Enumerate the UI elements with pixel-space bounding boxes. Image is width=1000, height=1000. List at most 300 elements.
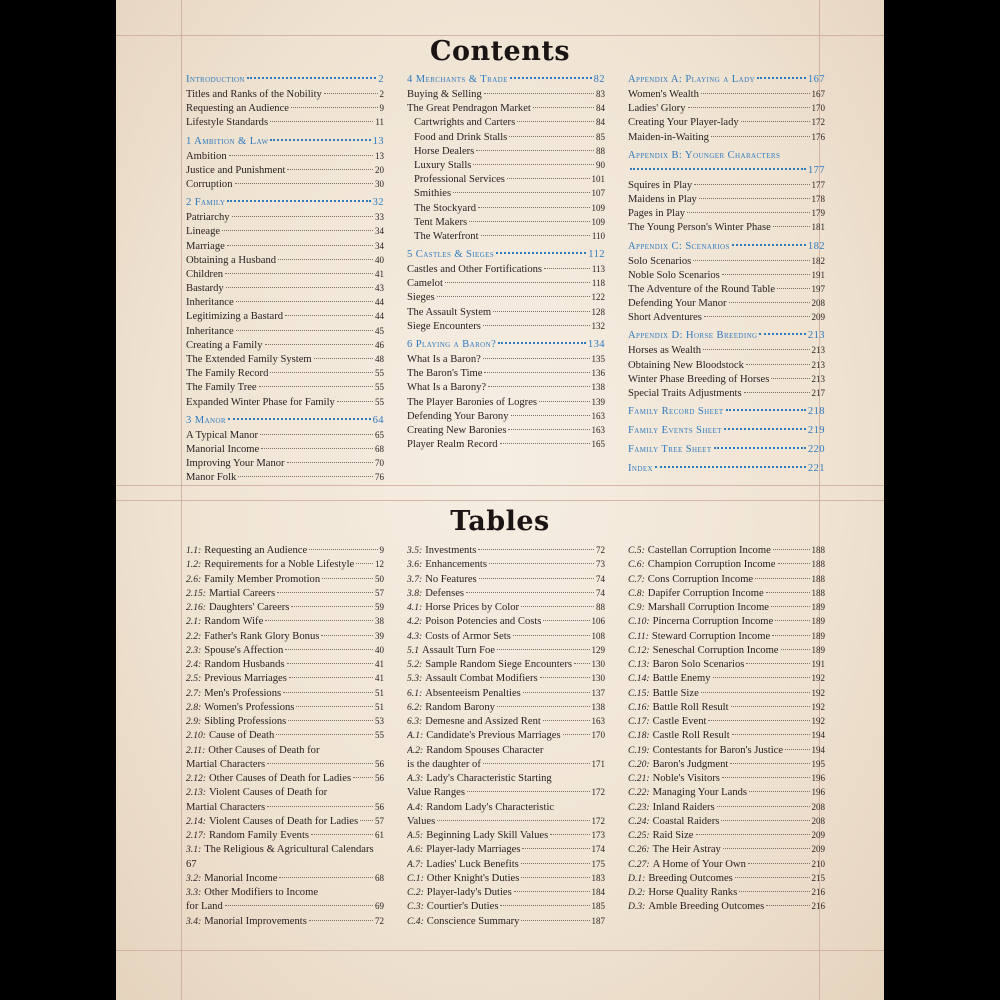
table-list-entry[interactable] [186, 659, 384, 673]
toc-page-number: 122 [591, 292, 605, 303]
leader-dots [277, 592, 373, 593]
toc-entry[interactable] [186, 151, 384, 165]
table-list-entry[interactable] [407, 873, 605, 887]
table-list-entry[interactable] [628, 859, 825, 873]
toc-entry[interactable] [407, 307, 605, 321]
table-title: Breeding Outcomes [648, 872, 733, 884]
table-list-entry[interactable] [628, 659, 825, 673]
table-number: C.21: [628, 773, 650, 784]
toc-entry-title: Solo Scenarios [628, 255, 692, 267]
leader-dots [497, 649, 590, 650]
toc-entry[interactable] [628, 180, 825, 194]
table-title: Castle Event [652, 716, 707, 727]
table-number: C.25: [628, 830, 650, 841]
table-number: D.2: [628, 887, 646, 898]
table-page-number: 72 [596, 545, 605, 555]
toc-page-number: 13 [375, 150, 384, 161]
toc-section-entry[interactable] [186, 136, 384, 151]
toc-entry-title: Creating a Family [186, 339, 263, 351]
table-list-entry[interactable] [628, 716, 825, 730]
toc-entry[interactable] [186, 269, 384, 283]
table-number: D.3: [628, 901, 646, 913]
table-number: A.3: [407, 773, 424, 784]
contents-heading: Contents [429, 36, 571, 67]
table-page-number: 106 [591, 616, 605, 627]
table-list-entry[interactable] [186, 916, 384, 930]
toc-page-number: 9 [379, 103, 384, 114]
table-list-entry[interactable] [186, 631, 384, 645]
table-list-entry[interactable] [628, 887, 825, 901]
toc-entry[interactable] [407, 292, 605, 306]
toc-entry-title: 2 Family [186, 197, 226, 209]
table-list-entry[interactable] [186, 645, 384, 659]
table-list-entry[interactable] [628, 645, 825, 659]
leader-dots [314, 358, 373, 359]
leader-dots [322, 578, 373, 579]
toc-entry[interactable] [186, 89, 384, 103]
table-number: 2.11: [186, 744, 206, 756]
table-page-number: 183 [591, 872, 605, 883]
tables-column [407, 545, 605, 930]
toc-entry[interactable] [186, 212, 384, 226]
table-list-entry[interactable] [186, 887, 384, 901]
toc-section-entry[interactable] [407, 74, 605, 89]
table-number: 2.12: [186, 773, 206, 784]
table-list-entry[interactable] [407, 901, 605, 915]
table-list-entry[interactable] [628, 730, 825, 744]
toc-section-entry[interactable] [407, 249, 605, 264]
table-page-number: 196 [811, 787, 825, 798]
table-title: Other Causes of Death for Ladies [208, 773, 352, 784]
table-number: C.9: [628, 602, 645, 613]
table-list-entry[interactable] [186, 730, 384, 744]
toc-entry-title: Requesting an Audience [186, 103, 289, 115]
table-list-entry[interactable] [407, 745, 605, 759]
toc-entry-title: Children [186, 268, 224, 280]
table-list-entry[interactable] [407, 716, 605, 730]
table-number: A.6: [407, 844, 424, 856]
table-list-entry[interactable] [186, 802, 384, 816]
table-list-entry[interactable] [628, 787, 825, 801]
toc-entry[interactable] [407, 160, 605, 174]
toc-section-entry[interactable] [628, 241, 825, 256]
toc-entry[interactable] [186, 165, 384, 179]
leader-dots [521, 606, 594, 607]
table-list-entry[interactable] [407, 588, 605, 602]
toc-entry[interactable] [407, 203, 605, 217]
toc-page-number: 165 [591, 439, 605, 450]
toc-entry[interactable] [186, 368, 384, 382]
table-number: 3.6: [407, 559, 423, 571]
toc-page-number: 85 [596, 131, 605, 142]
toc-entry[interactable] [628, 117, 825, 131]
toc-entry[interactable] [628, 270, 825, 284]
table-title: Defenses [425, 587, 465, 599]
toc-entry-title: Patriarchy [186, 212, 230, 224]
leader-dots [489, 563, 594, 564]
toc-entry-title: Inheritance [186, 297, 234, 309]
table-list-entry[interactable] [186, 716, 384, 730]
table-page-number: 194 [811, 730, 825, 741]
toc-entry[interactable] [186, 241, 384, 255]
toc-entry[interactable] [628, 298, 825, 312]
table-list-entry[interactable] [407, 574, 605, 588]
toc-entry[interactable] [186, 283, 384, 297]
toc-entry[interactable] [186, 179, 384, 193]
leader-dots [726, 409, 806, 411]
table-page-number: 163 [591, 716, 605, 726]
toc-section-entry[interactable] [628, 150, 825, 165]
table-title: Champion Corruption Income [647, 559, 776, 571]
table-page-number: 108 [591, 630, 605, 641]
table-list-entry[interactable] [407, 673, 605, 687]
toc-entry[interactable] [186, 354, 384, 368]
leader-dots [771, 606, 809, 607]
table-list-entry[interactable] [628, 545, 825, 559]
table-list-entry[interactable] [628, 688, 825, 702]
table-list-entry[interactable] [186, 616, 384, 630]
toc-entry[interactable] [407, 132, 605, 146]
toc-entry-title: 3 Manor [186, 414, 226, 426]
table-list-entry[interactable] [186, 574, 384, 588]
table-list-entry[interactable] [407, 887, 605, 901]
margin-rule [116, 500, 884, 501]
toc-page-number: 128 [591, 306, 605, 317]
toc-entry[interactable] [628, 89, 825, 103]
leader-dots [739, 891, 809, 892]
toc-section-entry[interactable] [628, 330, 825, 345]
toc-entry[interactable] [186, 117, 384, 131]
table-page-number: 138 [591, 701, 605, 712]
table-list-entry[interactable] [628, 559, 825, 573]
toc-entry[interactable] [407, 321, 605, 335]
table-title: Spouse's Affection [204, 644, 284, 656]
toc-entry[interactable] [407, 264, 605, 278]
toc-page-number: 135 [591, 354, 605, 364]
table-list-entry[interactable] [628, 616, 825, 630]
toc-entry[interactable] [407, 382, 605, 396]
table-title: Marshall Corruption Income [647, 602, 770, 613]
table-list-entry[interactable] [628, 844, 825, 858]
table-list-entry[interactable] [628, 802, 825, 816]
toc-entry[interactable] [628, 388, 825, 402]
leader-dots [781, 649, 810, 650]
tables-heading: Tables [450, 506, 550, 537]
table-list-entry[interactable] [407, 802, 605, 816]
table-list-entry[interactable] [407, 702, 605, 716]
toc-entry[interactable] [186, 255, 384, 269]
table-number: 3.8: [407, 587, 423, 599]
toc-entry-title: Family Record Sheet [628, 406, 724, 418]
table-list-entry[interactable] [186, 873, 384, 887]
toc-page-number: 2 [378, 74, 384, 85]
leader-dots [731, 706, 810, 707]
toc-entry[interactable] [628, 374, 825, 388]
table-list-entry[interactable] [628, 773, 825, 787]
toc-entry[interactable] [407, 117, 605, 131]
table-page-number: 188 [811, 573, 825, 584]
table-list-entry[interactable] [407, 844, 605, 858]
leader-dots [735, 877, 810, 878]
toc-entry[interactable] [628, 256, 825, 270]
toc-entry[interactable] [628, 312, 825, 326]
toc-section-entry[interactable] [628, 444, 825, 459]
table-title: Lady's Characteristic Starting [426, 773, 552, 784]
table-list-entry[interactable] [628, 901, 825, 915]
toc-section-entry[interactable] [628, 463, 825, 478]
toc-entry[interactable] [186, 397, 384, 411]
table-title: Violent Causes of Death for [208, 787, 328, 799]
table-list-entry[interactable] [407, 631, 605, 645]
toc-entry-title: Manor Folk [186, 472, 237, 484]
table-title: for Land [186, 901, 223, 913]
table-list-entry[interactable] [186, 859, 384, 873]
toc-entry[interactable] [186, 326, 384, 340]
toc-entry[interactable] [407, 439, 605, 453]
toc-entry-title: The Waterfront [414, 230, 479, 242]
toc-section-entry[interactable] [628, 425, 825, 440]
toc-entry[interactable] [407, 217, 605, 231]
table-list-entry[interactable] [407, 545, 605, 559]
table-list-entry[interactable] [407, 830, 605, 844]
table-list-entry[interactable] [186, 602, 384, 616]
table-list-entry[interactable] [407, 730, 605, 744]
table-number: A.2: [407, 744, 424, 756]
toc-section-entry[interactable] [186, 415, 384, 430]
toc-entry[interactable] [407, 188, 605, 202]
table-title: Value Ranges [407, 787, 465, 799]
toc-entry-title: Horses as Wealth [628, 345, 702, 357]
table-list-entry[interactable] [186, 830, 384, 844]
table-list-entry[interactable] [186, 702, 384, 716]
leader-dots [283, 692, 373, 693]
toc-entry[interactable] [407, 89, 605, 103]
leader-dots [353, 777, 373, 778]
table-number: 5.1 [407, 644, 419, 656]
table-title: Enhancements [425, 559, 487, 571]
toc-entry[interactable] [186, 311, 384, 325]
table-list-entry[interactable] [407, 787, 605, 801]
table-list-entry[interactable] [407, 773, 605, 787]
leader-dots [291, 606, 373, 607]
leader-dots [278, 259, 373, 260]
leader-dots [773, 226, 810, 227]
leader-dots [488, 386, 589, 387]
toc-entry[interactable] [407, 354, 605, 368]
toc-section-entry[interactable] [628, 406, 825, 421]
toc-entry[interactable] [628, 103, 825, 117]
table-number: 2.16: [186, 602, 206, 613]
leader-dots [261, 448, 373, 449]
toc-section-entry[interactable] [628, 165, 825, 180]
table-number: C.7: [628, 573, 645, 585]
table-list-entry[interactable] [628, 602, 825, 616]
table-list-entry[interactable] [407, 816, 605, 830]
table-title: Player-lady's Duties [426, 887, 512, 898]
table-title: Random Spouses Character [426, 744, 544, 756]
table-title: Investments [425, 545, 477, 556]
table-page-number: 192 [811, 673, 825, 684]
toc-entry[interactable] [407, 103, 605, 117]
table-list-entry[interactable] [628, 631, 825, 645]
table-list-entry[interactable] [407, 859, 605, 873]
table-page-number: 192 [811, 716, 825, 726]
toc-entry[interactable] [628, 360, 825, 374]
leader-dots [772, 635, 809, 636]
toc-page-number: 101 [591, 174, 605, 185]
table-list-entry[interactable] [628, 745, 825, 759]
toc-entry[interactable] [407, 425, 605, 439]
table-list-entry[interactable] [407, 659, 605, 673]
leader-dots [746, 364, 810, 365]
toc-entry[interactable] [186, 103, 384, 117]
toc-entry[interactable] [186, 430, 384, 444]
leader-dots [511, 415, 590, 416]
toc-entry[interactable] [186, 444, 384, 458]
toc-entry[interactable] [407, 397, 605, 411]
toc-entry[interactable] [628, 132, 825, 146]
table-list-entry[interactable] [628, 873, 825, 887]
table-page-number: 59 [375, 602, 384, 612]
toc-entry-title: Short Adventures [628, 312, 702, 324]
leader-dots [437, 820, 589, 821]
toc-entry-title: The Baron's Time [407, 368, 483, 380]
table-list-entry[interactable] [186, 773, 384, 787]
toc-entry[interactable] [186, 382, 384, 396]
leader-dots [732, 734, 810, 735]
table-list-entry[interactable] [407, 916, 605, 930]
table-list-entry[interactable] [628, 830, 825, 844]
toc-page-number: 178 [811, 193, 825, 204]
toc-entry[interactable] [407, 278, 605, 292]
leader-dots [324, 93, 378, 94]
toc-entry[interactable] [628, 222, 825, 236]
table-list-entry[interactable] [186, 745, 384, 759]
toc-entry[interactable] [628, 194, 825, 208]
table-number: 3.2: [186, 872, 202, 884]
table-title: Battle Enemy [652, 673, 711, 685]
table-title: Daughters' Careers [208, 602, 290, 613]
leader-dots [693, 260, 809, 261]
table-number: 2.1: [186, 616, 202, 628]
leader-dots [523, 692, 590, 693]
table-list-entry[interactable] [628, 816, 825, 830]
table-number: 3.4: [186, 915, 202, 927]
toc-entry[interactable] [628, 208, 825, 222]
leader-dots [514, 891, 590, 892]
toc-entry[interactable] [186, 458, 384, 472]
table-title: Candidate's Previous Marriages [426, 730, 561, 742]
table-list-entry[interactable] [628, 673, 825, 687]
table-list-entry[interactable] [628, 759, 825, 773]
table-page-number: 72 [375, 915, 384, 926]
toc-section-entry[interactable] [628, 74, 825, 89]
table-title: Father's Rank Glory Bonus [204, 630, 320, 642]
table-list-entry[interactable] [186, 901, 384, 915]
table-number: 4.1: [407, 602, 423, 613]
table-number: C.24: [628, 815, 650, 827]
table-list-entry[interactable] [628, 574, 825, 588]
table-number: 4.2: [407, 616, 423, 628]
toc-entry-title: Lifestyle Standards [186, 117, 269, 129]
table-list-entry[interactable] [407, 645, 605, 659]
toc-page-number: 34 [375, 240, 384, 251]
leader-dots [507, 178, 590, 179]
table-title: Random Lady's Characteristic [426, 801, 555, 813]
table-page-number: 188 [811, 587, 825, 598]
toc-page-number: 132 [591, 320, 605, 331]
table-title: Women's Professions [204, 701, 295, 713]
table-title: Pincerna Corruption Income [652, 616, 774, 628]
toc-entry[interactable] [407, 368, 605, 382]
toc-entry[interactable] [407, 174, 605, 188]
toc-entry[interactable] [186, 226, 384, 240]
table-list-entry[interactable] [407, 688, 605, 702]
table-list-entry[interactable] [628, 702, 825, 716]
table-page-number: 172 [591, 815, 605, 826]
table-list-entry[interactable] [628, 588, 825, 602]
toc-entry[interactable] [407, 231, 605, 245]
toc-entry-title: The Family Record [186, 368, 269, 380]
table-list-entry[interactable] [407, 616, 605, 630]
table-list-entry[interactable] [186, 688, 384, 702]
table-title: Assault Combat Modifiers [425, 673, 538, 685]
table-list-entry[interactable] [407, 559, 605, 573]
table-list-entry[interactable] [407, 759, 605, 773]
leader-dots [711, 136, 810, 137]
toc-entry[interactable] [407, 146, 605, 160]
table-title: Castellan Corruption Income [647, 545, 771, 556]
leader-dots [225, 905, 373, 906]
toc-entry[interactable] [186, 340, 384, 354]
toc-entry-title: 4 Merchants & Trade [407, 74, 508, 85]
table-list-entry[interactable] [186, 759, 384, 773]
table-number: 2.4: [186, 659, 202, 670]
table-list-entry[interactable] [186, 787, 384, 801]
table-list-entry[interactable] [186, 673, 384, 687]
table-title: Raid Size [652, 830, 694, 841]
table-number: 2.2: [186, 630, 202, 642]
toc-entry[interactable] [186, 472, 384, 486]
table-number: C.26: [628, 844, 650, 856]
table-number: C.11: [628, 630, 649, 642]
toc-entry-title: Family Events Sheet [628, 425, 722, 437]
table-page-number: 191 [811, 659, 825, 669]
toc-entry-title: What Is a Barony? [407, 382, 487, 394]
table-page-number: 56 [375, 801, 384, 812]
toc-entry[interactable] [628, 284, 825, 298]
table-list-entry[interactable] [186, 545, 384, 559]
toc-entry[interactable] [628, 345, 825, 359]
toc-entry-title: Winter Phase Breeding of Horses [628, 373, 770, 385]
leader-dots [321, 635, 373, 636]
toc-entry[interactable] [407, 411, 605, 425]
toc-page-number: 64 [372, 414, 384, 426]
table-list-entry[interactable] [186, 816, 384, 830]
table-list-entry[interactable] [186, 559, 384, 573]
toc-section-entry[interactable] [407, 339, 605, 354]
toc-page-number: 45 [375, 325, 384, 336]
table-list-entry[interactable] [186, 588, 384, 602]
leader-dots [247, 77, 376, 79]
table-list-entry[interactable] [407, 602, 605, 616]
leader-dots [296, 706, 373, 707]
toc-section-entry[interactable] [186, 197, 384, 212]
table-list-entry[interactable] [186, 844, 384, 858]
toc-entry[interactable] [186, 297, 384, 311]
toc-section-entry[interactable] [186, 74, 384, 89]
toc-page-number: 213 [811, 359, 825, 370]
